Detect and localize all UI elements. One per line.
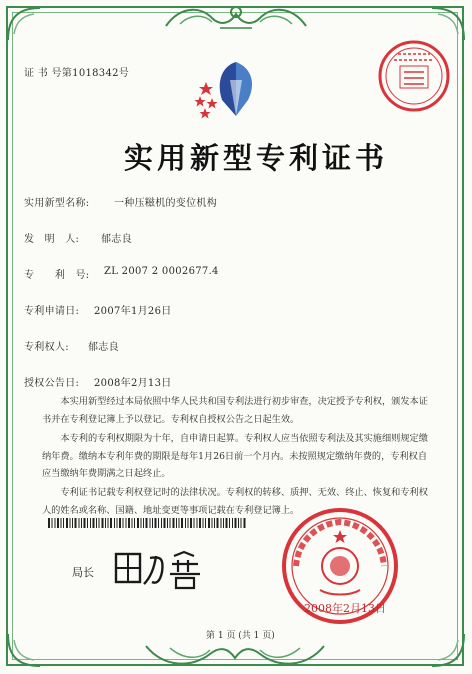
field-owner-value: 郁志良 (88, 342, 119, 353)
field-name-label: 实用新型名称: (24, 198, 90, 209)
paragraph-1: 本实用新型经过本局依照中华人民共和国专利法进行初步审查，决定授予专利权，颁发本证书并在专利登记簿上予以登记。专利权自授权公告之日起生效。 (42, 396, 428, 425)
bottom-ornament (140, 640, 330, 670)
field-patent-no-value: ZL 2007 2 0002677.4 (104, 266, 219, 277)
stamp-seal-top-right (376, 38, 452, 114)
corner-ornament-bottom-right (428, 630, 468, 670)
corner-ornament-bottom-left (4, 630, 44, 670)
corner-ornament-top-left (4, 4, 44, 44)
field-owner-label: 专利权人: (24, 342, 69, 353)
field-grant-date-label: 授权公告日: (24, 378, 80, 389)
sipo-logo-icon (192, 56, 280, 122)
field-patent-no-label: 专 利 号: (24, 270, 90, 281)
field-inventor-value: 郁志良 (101, 234, 132, 245)
barcode (48, 518, 248, 528)
field-inventor-label: 发 明 人: (24, 234, 80, 245)
field-grant-date-value: 2008年2月13日 (94, 378, 172, 389)
page-title: 实用新型专利证书 (124, 141, 389, 175)
field-filing-date-label: 专利申请日: (24, 306, 80, 317)
signature-label: 局长 (72, 566, 94, 579)
page-footer: 第 1 页 (共 1 页) (206, 631, 275, 641)
seal-date: 2008年2月13日 (304, 602, 386, 615)
signature-handwritten (108, 542, 218, 592)
paragraph-2: 本专利的专利权期限为十年，自申请日起算。专利权人应当依照专利法及其实施细则规定缴纳年费。缴纳本专利年费的期限是每年1月26日前一个月内。未按照规定缴纳年费的，专利权自应当缴纳年费期满之日起终止。 (42, 433, 428, 479)
paragraph-3: 专利证书记载专利权登记时的法律状况。专利权的转移、质押、无效、终止、恢复和专利权人的姓名或名称、国籍、地址变更等事项记载在专利登记簿上。 (42, 487, 428, 516)
top-ornament (160, 2, 312, 32)
certificate-number: 证 书 号第1018342号 (24, 68, 130, 79)
field-name-value: 一种压糍机的变位机构 (114, 198, 217, 209)
field-filing-date-value: 2007年1月26日 (94, 306, 172, 317)
